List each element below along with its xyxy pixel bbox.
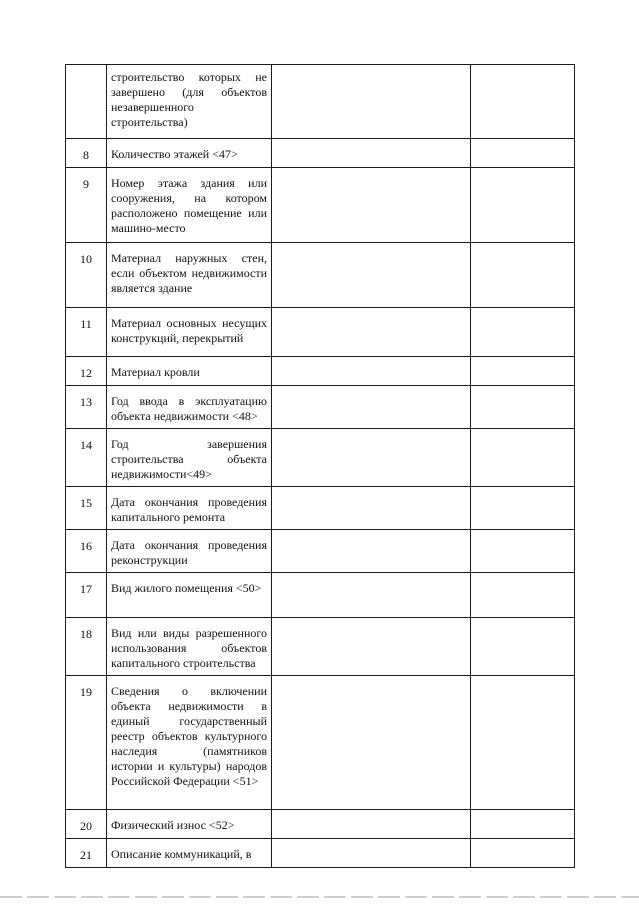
note-cell[interactable] [471, 65, 575, 139]
value-cell[interactable] [272, 429, 471, 487]
row-description: Год ввода в эксплуатацию объекта недвижимости <48> [107, 386, 272, 429]
row-number: 11 [66, 308, 107, 357]
row-description: Год завершения строительства объекта недвижимости<49> [107, 429, 272, 487]
note-cell[interactable] [471, 429, 575, 487]
row-number: 12 [66, 357, 107, 386]
note-cell[interactable] [471, 810, 575, 839]
table-row [66, 487, 575, 530]
table-row [66, 357, 575, 386]
note-cell[interactable] [471, 676, 575, 810]
row-description: Физический износ <52> [107, 810, 272, 839]
row-number: 19 [66, 676, 107, 810]
table-row [66, 573, 575, 618]
table-row [66, 386, 575, 429]
row-description: Номер этажа здания или сооружения, на котором расположено помещение или машино-место [107, 168, 272, 243]
row-number: 17 [66, 573, 107, 618]
row-description: Дата окончания проведения реконструкции [107, 530, 272, 573]
row-number: 9 [66, 168, 107, 243]
scan-bottom-edge [0, 896, 639, 898]
table-row [66, 168, 575, 243]
row-description: Вид жилого помещения <50> [107, 573, 272, 618]
row-description: Описание коммуникаций, в [107, 839, 272, 868]
table-row [66, 429, 575, 487]
value-cell[interactable] [272, 139, 471, 168]
row-description: строительство которых не завершено (для объектов незавершенного строительства) [107, 65, 272, 139]
row-number: 20 [66, 810, 107, 839]
value-cell[interactable] [272, 839, 471, 868]
table-row [66, 810, 575, 839]
row-number: 10 [66, 243, 107, 308]
value-cell[interactable] [272, 308, 471, 357]
row-number: 16 [66, 530, 107, 573]
row-number: 15 [66, 487, 107, 530]
note-cell[interactable] [471, 618, 575, 676]
row-description: Количество этажей <47> [107, 139, 272, 168]
value-cell[interactable] [272, 386, 471, 429]
table-row [66, 65, 575, 139]
row-number [66, 65, 107, 139]
note-cell[interactable] [471, 573, 575, 618]
value-cell[interactable] [272, 530, 471, 573]
value-cell[interactable] [272, 573, 471, 618]
table-row [66, 618, 575, 676]
note-cell[interactable] [471, 530, 575, 573]
note-cell[interactable] [471, 386, 575, 429]
value-cell[interactable] [272, 243, 471, 308]
row-description: Материал наружных стен, если объектом недвижимости является здание [107, 243, 272, 308]
row-description: Дата окончания проведения капитального ремонта [107, 487, 272, 530]
note-cell[interactable] [471, 308, 575, 357]
row-description: Материал основных несущих конструкций, перекрытий [107, 308, 272, 357]
note-cell[interactable] [471, 168, 575, 243]
row-description: Вид или виды разрешенного использования объектов капитального строительства [107, 618, 272, 676]
attributes-table [65, 64, 575, 868]
value-cell[interactable] [272, 810, 471, 839]
row-number: 14 [66, 429, 107, 487]
value-cell[interactable] [272, 618, 471, 676]
value-cell[interactable] [272, 65, 471, 139]
row-number: 8 [66, 139, 107, 168]
table-row [66, 530, 575, 573]
note-cell[interactable] [471, 839, 575, 868]
row-number: 18 [66, 618, 107, 676]
table-row [66, 676, 575, 810]
value-cell[interactable] [272, 357, 471, 386]
note-cell[interactable] [471, 357, 575, 386]
value-cell[interactable] [272, 168, 471, 243]
table-row [66, 839, 575, 868]
table-row [66, 243, 575, 308]
table-row [66, 139, 575, 168]
note-cell[interactable] [471, 139, 575, 168]
row-description: Сведения о включении объекта недвижимости в единый государственный реестр объектов культурного наследия (памятников истории и культуры) народов Российской Федерации <51> [107, 676, 272, 810]
row-description: Материал кровли [107, 357, 272, 386]
row-number: 21 [66, 839, 107, 868]
attributes-table-body [66, 65, 575, 868]
table-row [66, 308, 575, 357]
note-cell[interactable] [471, 487, 575, 530]
value-cell[interactable] [272, 487, 471, 530]
row-number: 13 [66, 386, 107, 429]
note-cell[interactable] [471, 243, 575, 308]
value-cell[interactable] [272, 676, 471, 810]
